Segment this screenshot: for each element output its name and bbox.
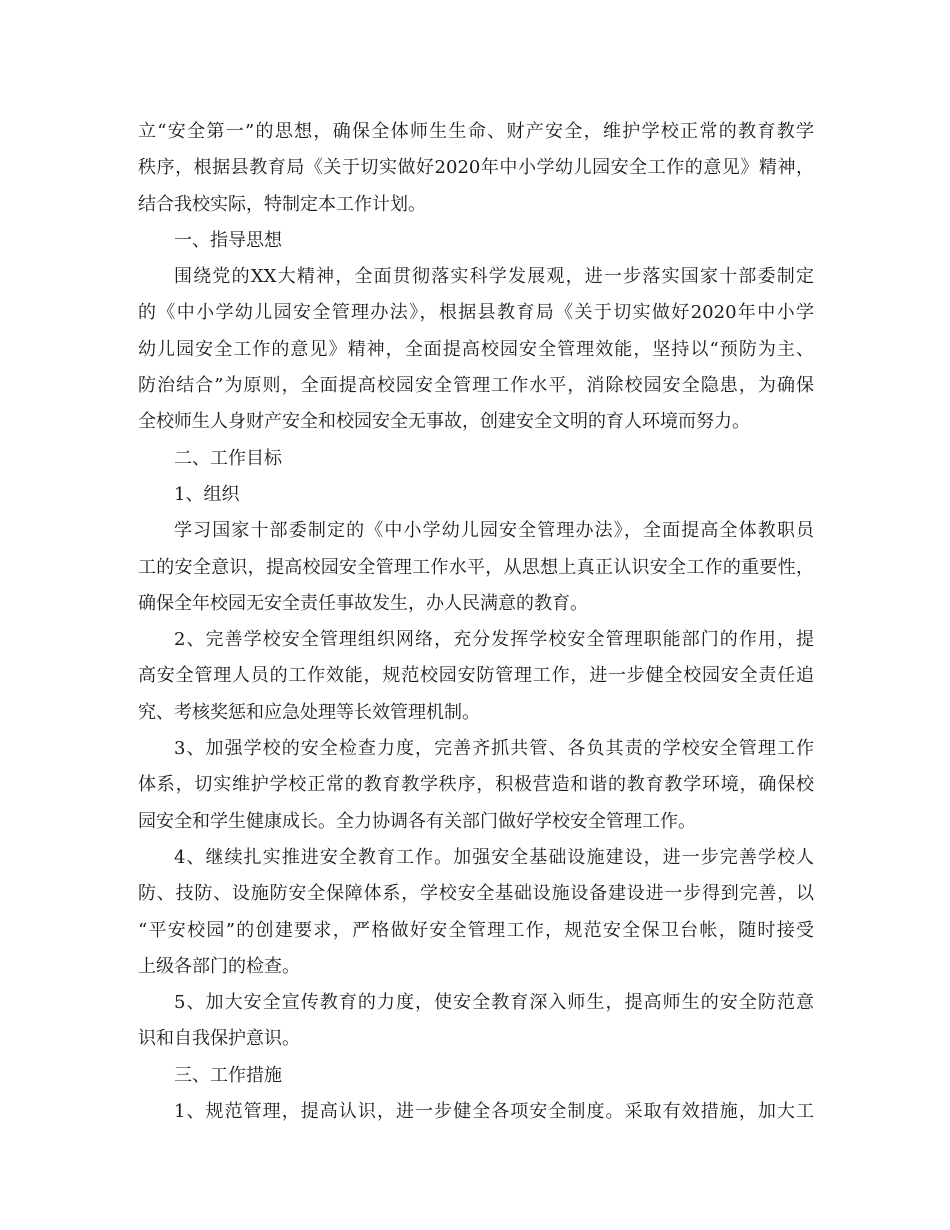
text-line: 防、技防、设施防安全保障体系，学校安全基础设施设备建设进一步得到完善，以	[138, 883, 814, 905]
text-line: 防治结合”为原则，全面提高校园安全管理工作水平，消除校园安全隐患，为确保	[138, 375, 814, 397]
text-line: 体系，切实维护学校正常的教育教学秩序，积极营造和谐的教育教学环境，确保校	[138, 774, 814, 796]
text-line: 学习国家十部委制定的《中小学幼儿园安全管理办法》，全面提高全体教职员	[174, 520, 814, 542]
text-line: 高安全管理人员的工作效能，规范校园安防管理工作，进一步健全校园安全责任追	[138, 665, 814, 687]
document-body	[138, 114, 814, 1130]
text-line: 2、完善学校安全管理组织网络，充分发挥学校安全管理职能部门的作用，提	[174, 629, 814, 651]
section-heading: 二、工作目标	[174, 447, 282, 469]
text-line: 识和自我保护意识。	[138, 1028, 300, 1050]
text-line: 全校师生人身财产安全和校园安全无事故，创建安全文明的育人环境而努力。	[138, 411, 750, 433]
text-line: 结合我校实际，特制定本工作计划。	[138, 193, 426, 215]
text-line: 幼儿园安全工作的意见》精神，全面提高校园安全管理效能，坚持以“预防为主、	[138, 338, 814, 360]
text-line: 究、考核奖惩和应急处理等长效管理机制。	[138, 701, 480, 723]
section-heading: 三、工作措施	[174, 1064, 282, 1086]
text-line: 立“安全第一”的思想，确保全体师生生命、财产安全，维护学校正常的教育教学	[138, 121, 814, 142]
text-line: 围绕党的XX大精神，全面贯彻落实科学发展观，进一步落实国家十部委制定	[174, 266, 814, 288]
text-line: 秩序，根据县教育局《关于切实做好2020年中小学幼儿园安全工作的意见》精神，	[138, 157, 814, 179]
text-line: 3、加强学校的安全检查力度，完善齐抓共管、各负其责的学校安全管理工作	[174, 738, 814, 760]
text-line: 4、继续扎实推进安全教育工作。加强安全基础设施建设，进一步完善学校人	[174, 846, 814, 868]
subsection-heading: 1、组织	[174, 483, 240, 505]
text-line: “平安校园”的创建要求，严格做好安全管理工作，规范安全保卫台帐，随时接受	[138, 919, 814, 941]
text-line: 园安全和学生健康成长。全力协调各有关部门做好学校安全管理工作。	[138, 810, 696, 832]
text-line: 的《中小学幼儿园安全管理办法》，根据县教育局《关于切实做好2020年中小学	[138, 302, 814, 324]
text-line: 确保全年校园无安全责任事故发生，办人民满意的教育。	[138, 592, 588, 614]
text-line: 5、加大安全宣传教育的力度，使安全教育深入师生，提高师生的安全防范意	[174, 992, 814, 1014]
text-line: 上级各部门的检查。	[138, 955, 300, 977]
text-line: 1、规范管理，提高认识，进一步健全各项安全制度。采取有效措施，加大工	[174, 1101, 814, 1123]
text-line: 工的安全意识，提高校园安全管理工作水平，从思想上真正认识安全工作的重要性，	[138, 556, 814, 578]
section-heading: 一、指导思想	[174, 229, 282, 251]
